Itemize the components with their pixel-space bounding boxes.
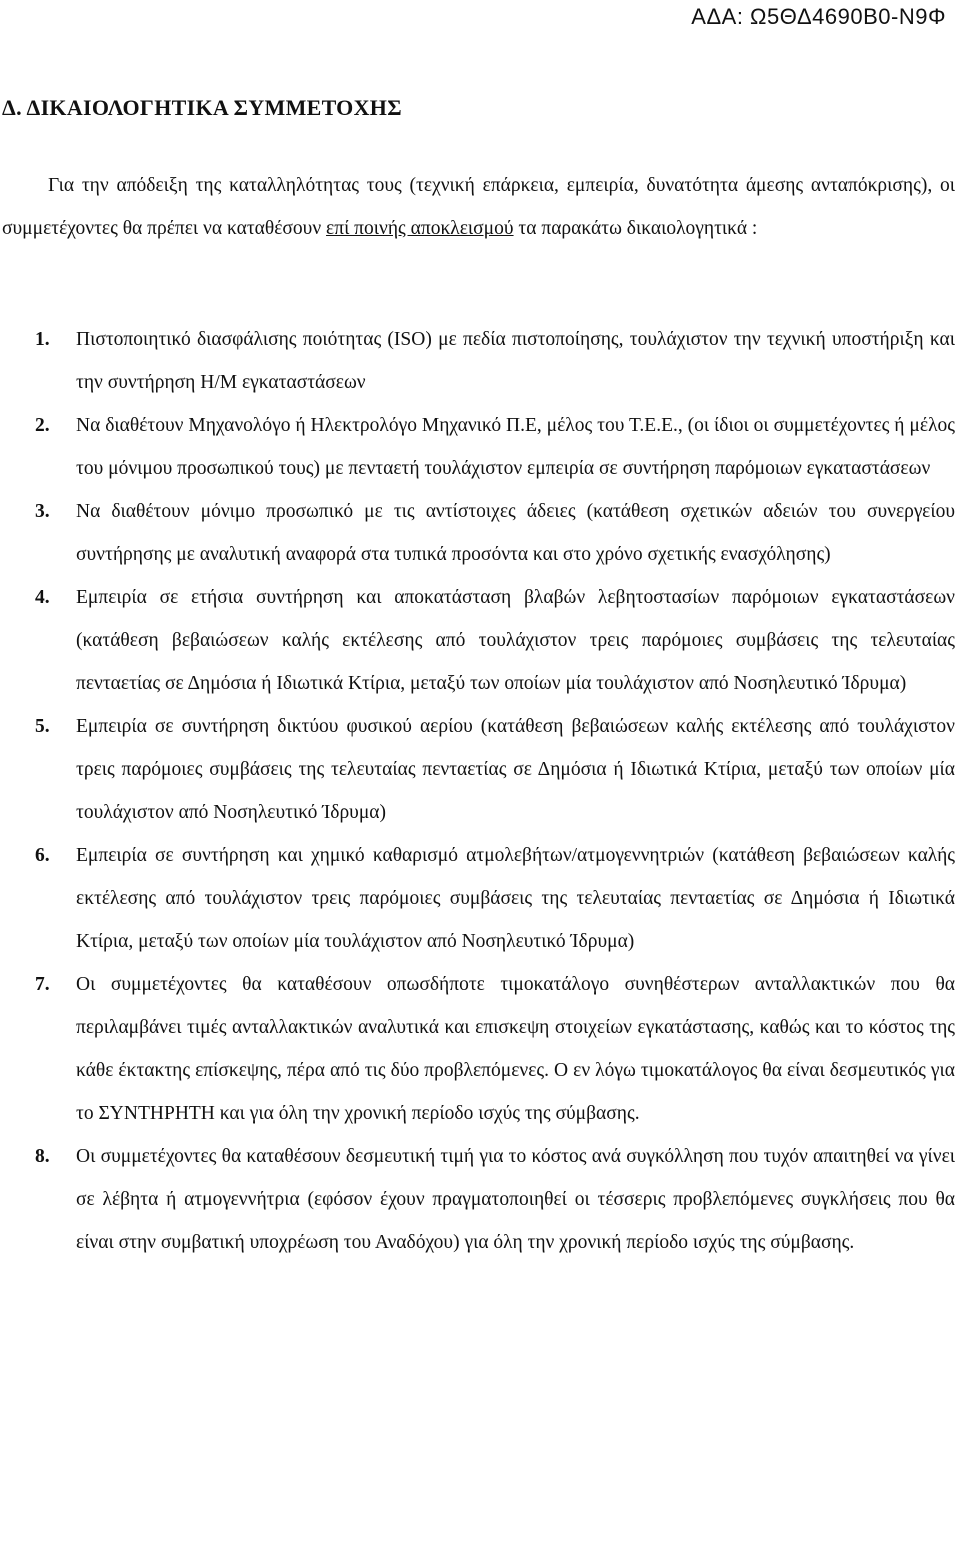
intro-paragraph: [2, 164, 955, 250]
item-number: 4.: [35, 587, 50, 608]
item-number: 5.: [35, 716, 50, 737]
list-item: [0, 1135, 955, 1264]
ada-code: ΑΔΑ: Ω5ΘΔ4690Β0-Ν9Φ: [691, 4, 946, 29]
item-text: Να διαθέτουν Μηχανολόγο ή Ηλεκτρολόγο Μηχανικό Π.Ε, μέλος του Τ.Ε.Ε., (οι ίδιοι οι συμμετέχοντες ή μέλος του μόνιμου προσωπικού τους) με πενταετή τουλάχιστον εμπειρία σε συντήρηση παρόμοιων εγκαταστάσεων: [76, 415, 955, 479]
intro-text-after: τα παρακάτω δικαιολογητικά :: [513, 218, 758, 239]
list-item: [0, 490, 955, 576]
item-number: 6.: [35, 845, 50, 866]
item-text: Οι συμμετέχοντες θα καταθέσουν οπωσδήποτε τιμοκατάλογο συνηθέστερων ανταλλακτικών που θα περιλαμβάνει τιμές ανταλλακτικών αναλυτικά και επισκεψη στοιχείων εγκατάστασης, καθώς και το κόστος της κάθε έκτακτης επίσκεψης, πέρα από τις δύο προβλεπόμενες. Ο εν λόγω τιμοκατάλογος θα είναι δεσμευτικός για το ΣΥΝΤΗΡΗΤΗ και για όλη την χρονική περίοδο ισχύς της σύμβασης.: [76, 974, 955, 1124]
list-item: [0, 576, 955, 705]
item-number: 7.: [35, 974, 50, 995]
requirements-list: [0, 318, 955, 1264]
list-item: [0, 705, 955, 834]
list-item: [0, 404, 955, 490]
item-text: Εμπειρία σε συντήρηση δικτύου φυσικού αερίου (κατάθεση βεβαιώσεων καλής εκτέλεσης από τουλάχιστον τρεις παρόμοιες συμβάσεις της τελευταίας πενταετίας σε Δημόσια ή Ιδιωτικά Κτίρια, μεταξύ των οποίων μία τουλάχιστον από Νοσηλευτικό Ίδρυμα): [76, 716, 955, 823]
item-text: Να διαθέτουν μόνιμο προσωπικό με τις αντίστοιχες άδειες (κατάθεση σχετικών αδειών του συνεργείου συντήρησης με αναλυτική αναφορά στα τυπικά προσόντα και στο χρόνο σχετικής ενασχόλησης): [76, 501, 955, 565]
intro-text-before: Για την απόδειξη της καταλληλότητας τους (τεχνική επάρκεια, εμπειρία, δυνατότητα άμεσης ανταπόκρισης), οι συμμετέχοντες θα πρέπει να καταθέσουν: [2, 175, 955, 239]
list-item: [0, 318, 955, 404]
list-item: [0, 834, 955, 963]
item-number: 8.: [35, 1146, 50, 1167]
item-number: 3.: [35, 501, 50, 522]
item-text: Πιστοποιητικό διασφάλισης ποιότητας (ISO) με πεδία πιστοποίησης, τουλάχιστον την τεχνική υποστήριξη και την συντήρηση Η/Μ εγκαταστάσεων: [76, 329, 955, 393]
list-item: [0, 963, 955, 1135]
section-heading: Δ. ΔΙΚΑΙΟΛΟΓΗΤΙΚΑ ΣΥΜΜΕΤΟΧΗΣ: [2, 95, 402, 120]
item-text: Εμπειρία σε ετήσια συντήρηση και αποκατάσταση βλαβών λεβητοστασίων παρόμοιων εγκαταστάσεων (κατάθεση βεβαιώσεων καλής εκτέλεσης από τουλάχιστον τρεις παρόμοιες συμβάσεις της τελευταίας πενταετίας σε Δημόσια ή Ιδιωτικά Κτίρια, μεταξύ των οποίων μία τουλάχιστον από Νοσηλευτικό Ίδρυμα): [76, 587, 955, 694]
item-text: Εμπειρία σε συντήρηση και χημικό καθαρισμό ατμολεβήτων/ατμογεννητριών (κατάθεση βεβαιώσεων καλής εκτέλεσης από τουλάχιστον τρεις παρόμοιες συμβάσεις της τελευταίας πενταετίας σε Δημόσια ή Ιδιωτικά Κτίρια, μεταξύ των οποίων μία τουλάχιστον από Νοσηλευτικό Ίδρυμα): [76, 845, 955, 952]
item-number: 1.: [35, 329, 50, 350]
intro-underlined-text: επί ποινής αποκλεισμού: [326, 218, 514, 239]
item-text: Οι συμμετέχοντες θα καταθέσουν δεσμευτική τιμή για το κόστος ανά συγκόλληση που τυχόν απαιτηθεί να γίνει σε λέβητα ή ατμογεννήτρια (εφόσον έχουν πραγματοποιηθεί οι τέσσερις προβλεπόμενες συγκλήσεις που θα είναι στην συμβατική υποχρέωση του Αναδόχου) για όλη την χρονική περίοδο ισχύς της σύμβασης.: [76, 1146, 955, 1253]
item-number: 2.: [35, 415, 50, 436]
